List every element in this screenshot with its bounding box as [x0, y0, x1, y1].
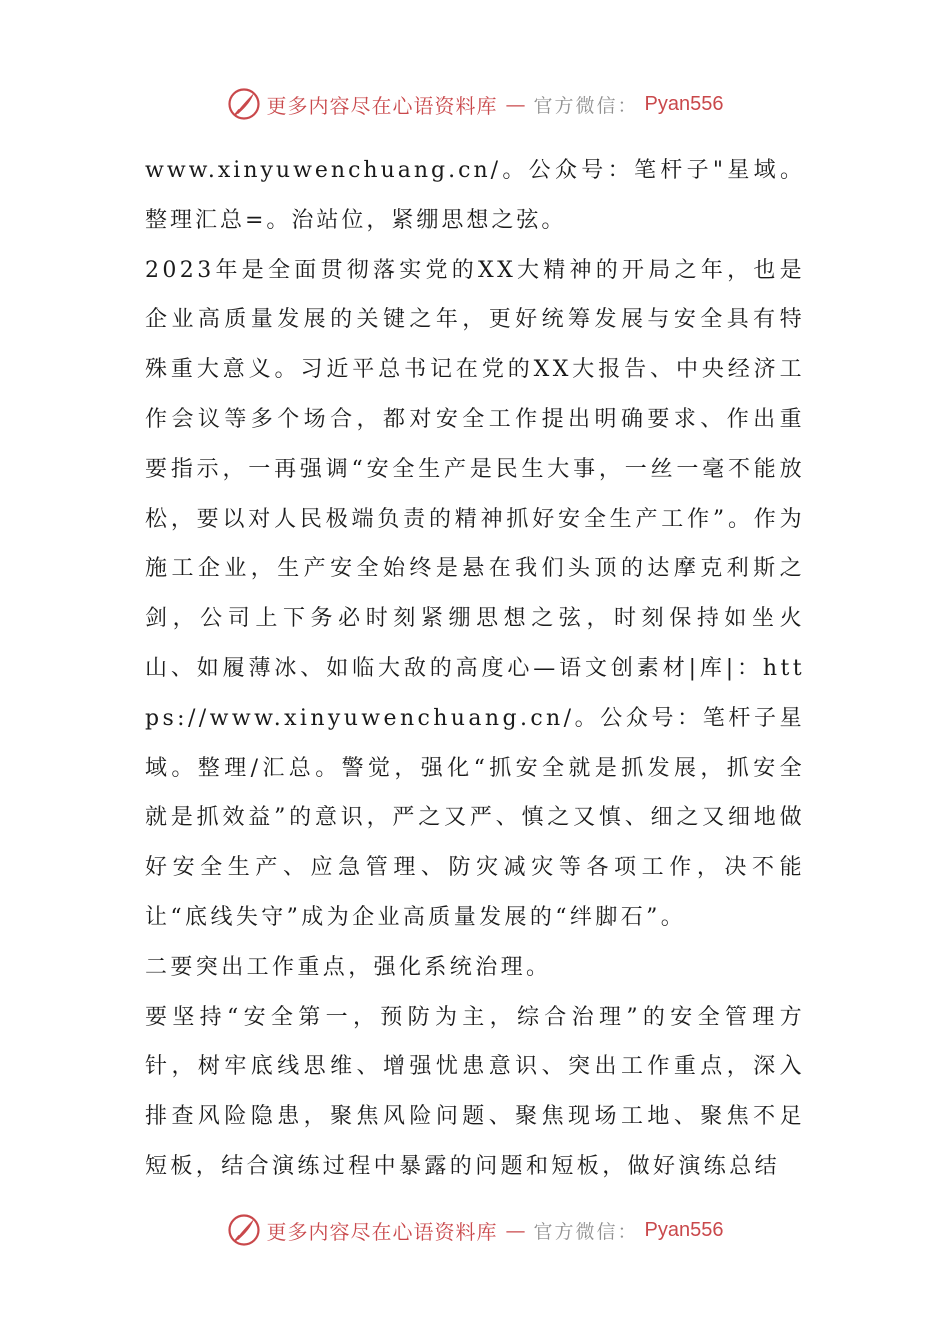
paragraph-1: www.xinyuwenchuang.cn/。公众号：笔杆子"星域。整理汇总=。治站位，紧绷思想之弦。	[145, 158, 805, 233]
banner-wechat-id: Pyan556	[644, 1218, 724, 1241]
footer-banner	[0, 1210, 950, 1250]
header-banner	[0, 84, 950, 124]
banner-wechat-id: Pyan556	[644, 92, 724, 115]
paragraph-3-heading: 二要突出工作重点，强化系统治理。	[145, 954, 552, 980]
banner-site-text: 更多内容尽在心语资料库	[266, 1219, 498, 1244]
banner-site-text: 更多内容尽在心语资料库	[266, 93, 498, 118]
quill-pen-logo-icon	[227, 1213, 261, 1247]
document-body	[145, 146, 805, 1192]
quill-pen-logo-icon	[227, 87, 261, 121]
banner-official-label: 官方微信：	[533, 1220, 639, 1243]
paragraph-4: 要坚持“安全第一，预防为主，综合治理”的安全管理方针，树牢底线思维、增强忧患意识、突出工作重点，深入排查风险隐患，聚焦风险问题、聚焦现场工地、聚焦不足短板，结合演练过程中暴露的问题和短板，做好演练总结	[145, 1004, 805, 1179]
paragraph-2: 2023年是全面贯彻落实党的XX大精神的开局之年，也是企业高质量发展的关键之年，更好统筹发展与安全具有特殊重大意义。习近平总书记在党的XX大报告、中央经济工作会议等多个场合，都对安全工作提出明确要求、作出重要指示，一再强调“安全生产是民生大事，一丝一毫不能放松，要以对人民极端负责的精神抓好安全生产工作”。作为施工企业，生产安全始终是悬在我们头顶的达摩克利斯之剑，公司上下务必时刻紧绷思想之弦，时刻保持如坐火山、如履薄冰、如临大敌的高度心—语文创素材|库|：https://www.xinyuwenchuang.cn/。公众号：笔杆子星域。整理/汇总。警觉，强化“抓安全就是抓发展，抓安全就是抓效益”的意识，严之又严、慎之又慎、细之又细地做好安全生产、应急管理、防灾减灾等各项工作，决不能让“底线失守”成为企业高质量发展的“绊脚石”。	[145, 257, 805, 930]
banner-official-label: 官方微信：	[533, 94, 639, 117]
banner-separator: —	[505, 92, 526, 116]
banner-separator: —	[505, 1218, 526, 1242]
